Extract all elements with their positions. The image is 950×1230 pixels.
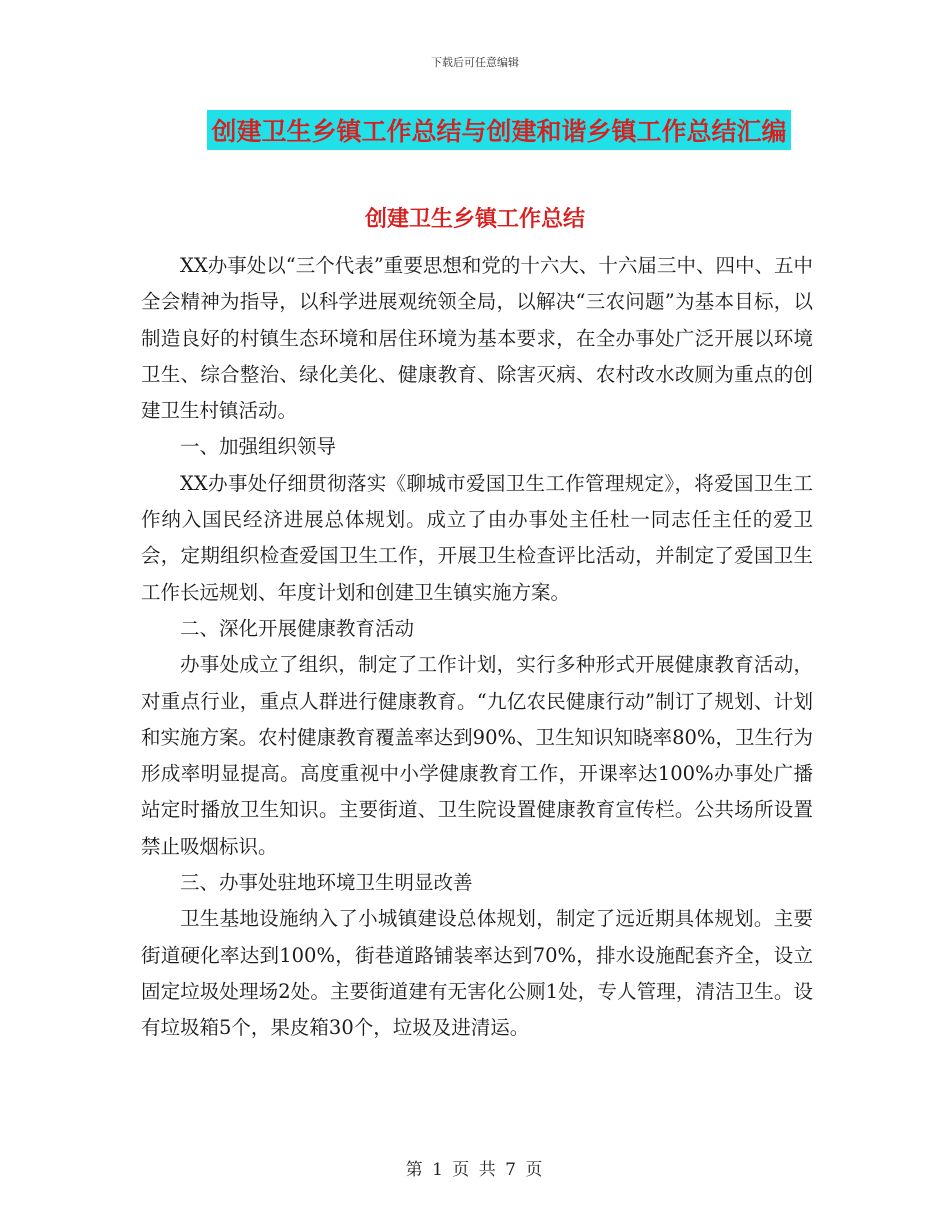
section-heading-3: 三、办事处驻地环境卫生明显改善 <box>180 871 473 895</box>
section-heading-2: 二、深化开展健康教育活动 <box>180 616 415 640</box>
main-title-container <box>0 110 950 150</box>
page-header-note: 下载后可任意编辑 <box>431 56 519 69</box>
body-paragraph-2: 办事处成立了组织，制定了工作计划，实行多种形式开展健康教育活动，对重点行业，重点人群进行健康教育。“九亿农民健康行动”制订了规划、计划和实施方案。农村健康教育覆盖率达到90%、卫生知识知晓率80%，卫生行为形成率明显提高。高度重视中小学健康教育工作，开课率达100%办事处广播站定时播放卫生知识。主要街道、卫生院设置健康教育宣传栏。公共场所设置禁止吸烟标识。 <box>141 653 813 858</box>
body-paragraph-3: 卫生基地设施纳入了小城镇建设总体规划，制定了远近期具体规划。主要街道硬化率达到100%，街巷道路铺装率达到70%，排水设施配套齐全，设立固定垃圾处理场2处。主要街道建有无害化公厕1处，专人管理，清洁卫生。设有垃圾箱5个，果皮箱30个，垃圾及进清运。 <box>141 907 813 1040</box>
page-number-indicator: 第 1 页 共 7 页 <box>405 1160 545 1180</box>
body-paragraph-1: XX办事处仔细贯彻落实《聊城市爱国卫生工作管理规定》，将爱国卫生工作纳入国民经济进展总体规划。成立了由办事处主任杜一同志任主任的爱卫会，定期组织检查爱国卫生工作，开展卫生检查评比活动，并制定了爱国卫生工作长远规划、年度计划和创建卫生镇实施方案。 <box>141 471 813 604</box>
document-main-title: 创建卫生乡镇工作总结与创建和谐乡镇工作总结汇编 <box>207 110 790 150</box>
section-heading-1: 一、加强组织领导 <box>180 435 337 459</box>
document-sub-title: 创建卫生乡镇工作总结 <box>364 207 585 232</box>
document-body <box>141 248 813 1047</box>
body-paragraph-intro: XX办事处以“三个代表”重要思想和党的十六大、十六届三中、四中、五中全会精神为指导，以科学进展观统领全局，以解决“三农问题”为基本目标，以制造良好的村镇生态环境和居住环境为基本要求，在全办事处广泛开展以环境卫生、综合整治、绿化美化、健康教育、除害灭病、农村改水改厕为重点的创建卫生村镇活动。 <box>141 254 813 423</box>
